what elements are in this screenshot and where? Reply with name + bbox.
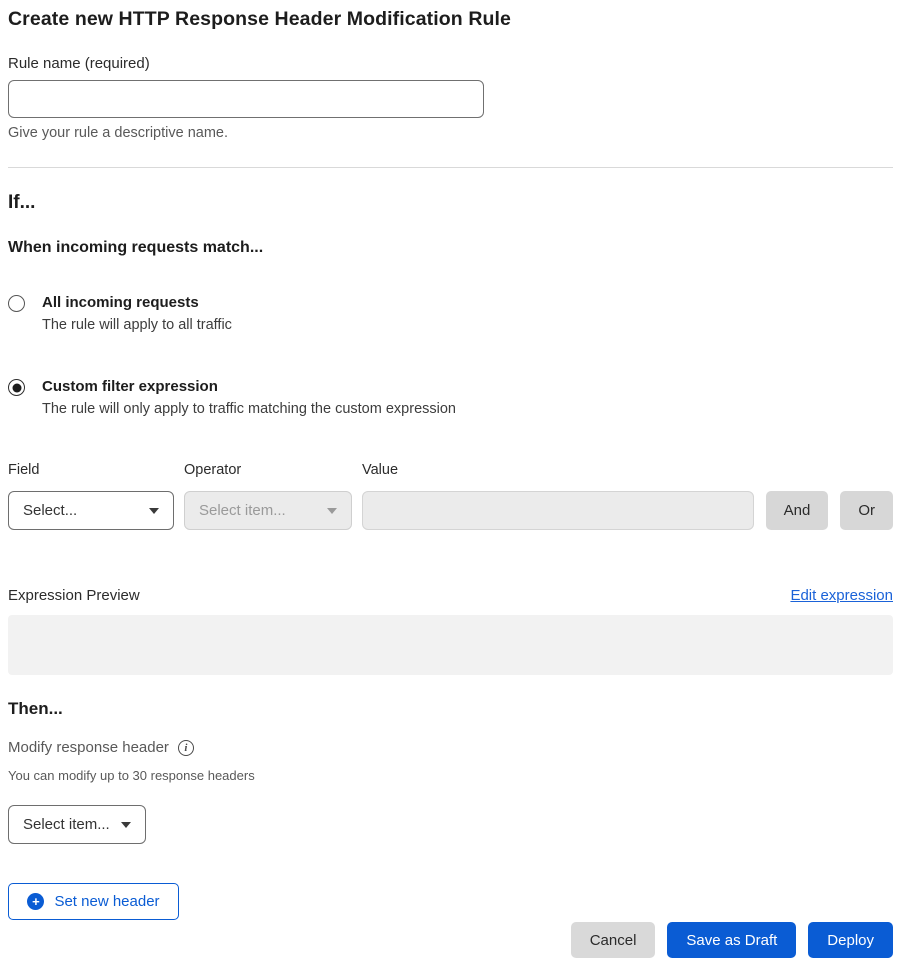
save-as-draft-button[interactable]: Save as Draft <box>667 922 796 958</box>
if-section-heading: If... <box>8 192 36 213</box>
field-label: Field <box>8 462 40 478</box>
set-new-header-label: Set new header <box>54 893 160 910</box>
radio-option-description: The rule will apply to all traffic <box>42 317 232 333</box>
expression-builder-row <box>8 462 893 530</box>
incoming-requests-subheading: When incoming requests match... <box>8 239 264 256</box>
cancel-button[interactable]: Cancel <box>571 922 656 958</box>
page-title: Create new HTTP Response Header Modification Rule <box>8 8 511 30</box>
rule-name-label: Rule name (required) <box>8 55 150 72</box>
header-action-select-value: Select item... <box>23 816 110 833</box>
radio-option-label: Custom filter expression <box>42 378 218 395</box>
edit-expression-link[interactable]: Edit expression <box>790 587 893 604</box>
radio-option-all-incoming-requests[interactable] <box>8 294 893 333</box>
radio-option-description: The rule will only apply to traffic matching the custom expression <box>42 401 456 417</box>
operator-select-value: Select item... <box>199 502 286 519</box>
radio-button-icon[interactable] <box>8 379 25 396</box>
modify-response-header-label: Modify response header <box>8 739 169 756</box>
value-input <box>362 491 754 530</box>
field-select[interactable] <box>8 491 174 530</box>
value-label: Value <box>362 462 399 478</box>
footer-actions <box>8 922 893 958</box>
and-button[interactable]: And <box>766 491 829 530</box>
match-type-radio-group <box>8 294 893 417</box>
then-section-heading: Then... <box>8 699 63 718</box>
deploy-button[interactable]: Deploy <box>808 922 893 958</box>
expression-preview-row <box>8 587 893 604</box>
or-button[interactable]: Or <box>840 491 893 530</box>
radio-button-icon[interactable] <box>8 295 25 312</box>
rule-name-help: Give your rule a descriptive name. <box>8 125 229 141</box>
section-divider <box>8 167 893 168</box>
info-icon[interactable] <box>178 740 194 756</box>
field-select-value: Select... <box>23 502 78 519</box>
radio-option-custom-filter-expression[interactable] <box>8 378 893 417</box>
header-action-select[interactable] <box>8 805 146 844</box>
operator-select <box>184 491 352 530</box>
radio-option-label: All incoming requests <box>42 294 199 311</box>
expression-preview-box <box>8 615 893 675</box>
rule-name-input[interactable] <box>8 80 484 118</box>
plus-icon <box>27 893 44 910</box>
expression-preview-label: Expression Preview <box>8 587 140 604</box>
chevron-down-icon <box>149 508 159 514</box>
chevron-down-icon <box>327 508 337 514</box>
chevron-down-icon <box>121 822 131 828</box>
operator-label: Operator <box>184 462 242 478</box>
modify-response-header-help: You can modify up to 30 response headers <box>8 768 255 783</box>
set-new-header-button[interactable] <box>8 883 179 920</box>
